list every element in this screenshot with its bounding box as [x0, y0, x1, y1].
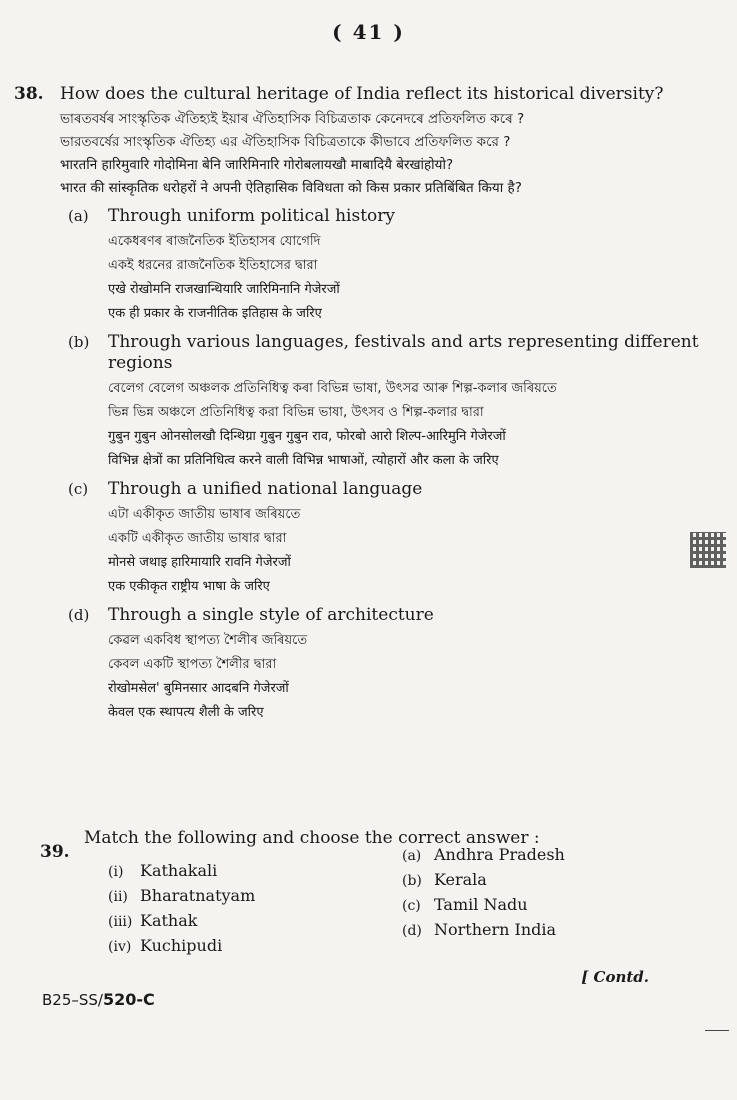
translation-assamese: ভাৰতবৰ্ষৰ সাংস্কৃতিক ঐতিহ্যই ইয়াৰ ঐতিহাসিক বিচিত্ৰতাক কেনেদৰে প্ৰতিফলিত কৰে ? — [60, 111, 525, 127]
option-translation: गुबुन गुबुन ओनसोलखौ दिन्थिग्रा गुबुन गुबुन राव, फोरबो आरो शिल्प-आरिमुनि गेजेरजों — [108, 429, 506, 444]
option-text: Through uniform political history — [108, 206, 396, 226]
match-column-right — [402, 842, 565, 942]
match-text: Kathakali — [140, 861, 218, 880]
match-label: (i) — [108, 864, 124, 880]
question-text: How does the cultural heritage of India reflect its historical diversity? — [60, 84, 664, 104]
match-item — [402, 892, 565, 917]
option-a — [60, 206, 714, 326]
option-d — [60, 605, 714, 725]
match-label: (a) — [402, 848, 422, 864]
match-text: Kerala — [434, 870, 487, 889]
option-translation: एक ही प्रकार के राजनीतिक इतिहास के जरिए — [108, 306, 322, 321]
match-label: (d) — [402, 923, 422, 939]
option-translation: केवल एक स्थापत्य शैली के जरिए — [108, 705, 264, 720]
question-text: Match the following and choose the correct answer : — [84, 828, 540, 848]
option-translation: विभिन्न क्षेत्रों का प्रतिनिधित्व करने वाली विभिन्न भाषाओं, त्योहारों और कला के जरिए — [108, 453, 499, 468]
option-translation: বেলেগ বেলেগ অঞ্চলক প্ৰতিনিধিত্ব কৰা বিভিন্ন ভাষা, উৎসৱ আৰু শিল্প-কলাৰ জৰিয়তে — [108, 381, 557, 396]
option-translation: এটা একীকৃত জাতীয় ভাষাৰ জৰিয়তে — [108, 507, 301, 522]
match-label: (iii) — [108, 914, 133, 930]
option-c — [60, 479, 714, 599]
option-label: (d) — [68, 606, 90, 624]
option-translation: रोखोमसेल' बुमिनसार आदबनि गेजेरजों — [108, 681, 289, 696]
option-translation: কেবল একটি স্থাপত্য শৈলীর দ্বারা — [108, 657, 277, 672]
match-item — [108, 883, 255, 908]
option-translation: একই ধরনের রাজনৈতিক ইতিহাসের দ্বারা — [108, 258, 318, 273]
option-translation: मोनसे जथाइ हारिमायारि रावनि गेजेरजों — [108, 555, 291, 570]
match-label: (ii) — [108, 889, 128, 905]
translation-bengali: ভারতবর্ষের সাংস্কৃতিক ঐতিহ্য এর ঐতিহাসিক বিচিত্রতাকে কীভাবে প্রতিফলিত করে ? — [60, 134, 511, 150]
option-text: Through various languages, festivals and arts representing different regions — [108, 332, 699, 373]
question-38 — [14, 84, 714, 725]
option-text: Through a unified national language — [108, 479, 423, 499]
page-number: ( 41 ) — [332, 20, 405, 44]
option-translation: एखे रोखोमनि राजखान्थियारि जारिमिनानि गेजेरजों — [108, 282, 340, 297]
match-text: Tamil Nadu — [434, 895, 528, 914]
option-b — [60, 332, 714, 473]
option-translation: কেৱল একবিধ স্থাপত্য শৈলীৰ জৰিয়তে — [108, 633, 308, 648]
match-item — [402, 917, 565, 942]
paper-code-prefix: B25–SS/ — [42, 991, 103, 1009]
paper-code — [42, 990, 155, 1009]
match-label: (b) — [402, 873, 422, 889]
question-number: 39. — [40, 842, 70, 862]
match-text: Kathak — [140, 911, 198, 930]
option-label: (b) — [68, 333, 90, 351]
translation-bodo: भारतनि हारिमुवारि गोदोमिना बेनि जारिमिनारि गोरोबलायखौ माबादियै बेरखांहोयो? — [60, 157, 454, 173]
match-label: (c) — [402, 898, 421, 914]
match-item — [108, 933, 255, 958]
question-39 — [40, 828, 700, 955]
match-item — [402, 842, 565, 867]
match-column-left — [108, 858, 255, 958]
question-number: 38. — [14, 84, 44, 104]
continued-marker: [ Contd. — [581, 968, 649, 986]
match-item — [108, 858, 255, 883]
option-text: Through a single style of architecture — [108, 605, 434, 625]
option-translation: একেধৰণৰ ৰাজনৈতিক ইতিহাসৰ যোগেদি — [108, 234, 321, 249]
option-label: (a) — [68, 207, 89, 225]
divider — [705, 1030, 729, 1031]
match-text: Northern India — [434, 920, 557, 939]
match-text: Kuchipudi — [140, 936, 223, 955]
match-item — [108, 908, 255, 933]
translation-hindi: भारत की सांस्कृतिक धरोहरों ने अपनी ऐतिहासिक विविधता को किस प्रकार प्रतिबिंबित किया है? — [60, 180, 522, 196]
match-label: (iv) — [108, 939, 132, 955]
option-translation: ভিন্ন ভিন্ন অঞ্চলে প্রতিনিধিত্ব করা বিভিন্ন ভাষা, উৎসব ও শিল্প-কলার দ্বারা — [108, 405, 484, 420]
match-item — [402, 867, 565, 892]
option-label: (c) — [68, 480, 89, 498]
match-text: Andhra Pradesh — [434, 845, 565, 864]
qr-code-icon — [690, 532, 726, 568]
match-text: Bharatnatyam — [140, 886, 256, 905]
option-translation: একটি একীকৃত জাতীয় ভাষার দ্বারা — [108, 531, 287, 546]
option-translation: एक एकीकृत राष्ट्रीय भाषा के जरिए — [108, 579, 270, 594]
paper-code-number: 520-C — [102, 990, 155, 1009]
